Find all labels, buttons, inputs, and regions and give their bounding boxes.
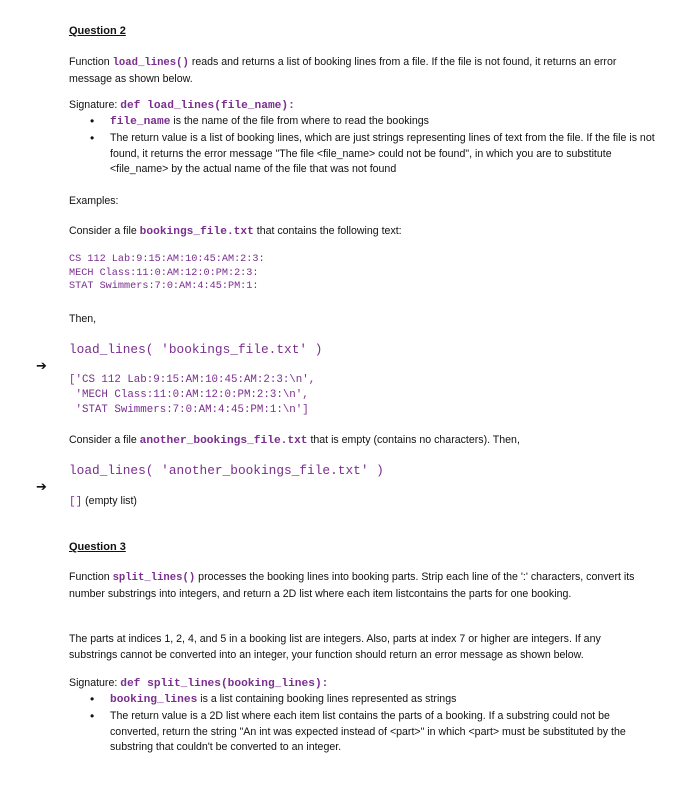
q2-signature-code: def load_lines(file_name): — [120, 100, 295, 112]
q2-signature — [69, 99, 295, 112]
q2-signature-label: Signature: — [69, 99, 121, 111]
q2-result-1 — [69, 373, 315, 418]
q2-bullet-1-marker: • — [90, 114, 95, 128]
q2-examples-label: Examples: — [69, 195, 119, 207]
result-arrow-icon: ➔ — [36, 359, 47, 374]
q2-consider-2 — [69, 434, 520, 447]
q2-consider-2-text-a: Consider a file — [69, 434, 140, 446]
q2-intro — [69, 54, 649, 87]
q3-signature-label: Signature: — [69, 677, 121, 689]
q2-empty-list-code: [] — [69, 496, 83, 508]
q2-consider-1-filename: bookings_file.txt — [139, 226, 254, 238]
q3-signature-code: def split_lines(booking_lines): — [120, 678, 329, 690]
q3-bullet-1-code: booking_lines — [110, 694, 198, 706]
q2-intro-text-a: Function — [69, 56, 113, 68]
q3-intro-text-a: Function — [69, 571, 113, 583]
q3-intro-text-b: processes the booking lines into booking parts. Strip each line of the ':' characters, convert its number substrings into integers, and return a 2D list where each item listcontains the parts for one booking. — [69, 571, 635, 600]
q2-bullet-1-code: file_name — [110, 116, 171, 128]
q3-bullet-2-marker: • — [90, 709, 95, 723]
q2-consider-1 — [69, 225, 402, 238]
question-2-heading: Question 2 — [69, 25, 126, 37]
q3-bullet-1 — [110, 693, 456, 706]
q2-bullet-2: The return value is a list of booking lines, which are just strings representing lines of text from the file. If the file is not found, it returns the error message "The file <file_name> could not be found", in which you are to substitute <file_name> by the actual name of the file that was not found — [110, 132, 655, 175]
result-arrow-icon: ➔ — [36, 480, 47, 495]
q2-result-2 — [69, 495, 137, 508]
q2-bullet-2-marker: • — [90, 131, 95, 145]
q2-call-2: load_lines( 'another_bookings_file.txt' ) — [69, 463, 384, 478]
file-line: MECH Class:11:0:AM:12:0:PM:2:3: — [69, 267, 259, 279]
q2-bullet-1-text: is the name of the file from where to read the bookings — [170, 115, 429, 127]
file-line: CS 112 Lab:9:15:AM:10:45:AM:2:3: — [69, 254, 265, 265]
q3-bullet-1-text: is a list containing booking lines represented as strings — [197, 693, 457, 705]
question-3-heading: Question 3 — [69, 541, 126, 553]
q2-consider-1-text-a: Consider a file — [69, 225, 140, 237]
q2-then-label: Then, — [69, 313, 97, 325]
q2-intro-text-b: reads and returns a list of booking lines from a file. If the file is not found, it returns an error message as shown below. — [69, 56, 617, 85]
q3-function-name: split_lines() — [112, 572, 196, 584]
q3-paragraph-2: The parts at indices 1, 2, 4, and 5 in a booking list are integers. Also, parts at index 7 or higher are integers. If any substrings cannot be converted into an integer, your function should return an error message as shown below. — [69, 633, 601, 661]
q2-consider-2-text-b: that is empty (contains no characters). Then, — [307, 434, 520, 446]
q2-consider-2-filename: another_bookings_file.txt — [139, 435, 308, 447]
result-line: ['CS 112 Lab:9:15:AM:10:45:AM:2:3:\n', — [69, 374, 316, 386]
q2-bullet-1 — [110, 115, 429, 128]
q2-empty-list-text: (empty list) — [82, 495, 137, 507]
result-line: 'MECH Class:11:0:AM:12:0:PM:2:3:\n', — [69, 389, 309, 401]
q3-bullet-2: The return value is a 2D list where each item list contains the parts of a booking. If a substring could not be converted, return the string "An int was expected instead of <part>" in which <part> must be substituted by the substring that couldn't be converted to an integer. — [110, 710, 626, 753]
q2-call-1: load_lines( 'bookings_file.txt' ) — [69, 342, 323, 357]
q2-function-name: load_lines() — [112, 57, 189, 69]
q3-signature — [69, 677, 328, 690]
result-line: 'STAT Swimmers:7:0:AM:4:45:PM:1:\n'] — [69, 404, 309, 416]
q2-consider-1-text-b: that contains the following text: — [253, 225, 402, 237]
q3-bullet-1-marker: • — [90, 692, 95, 706]
q3-intro — [69, 570, 649, 602]
q2-file-contents — [69, 253, 265, 294]
file-line: STAT Swimmers:7:0:AM:4:45:PM:1: — [69, 281, 259, 292]
